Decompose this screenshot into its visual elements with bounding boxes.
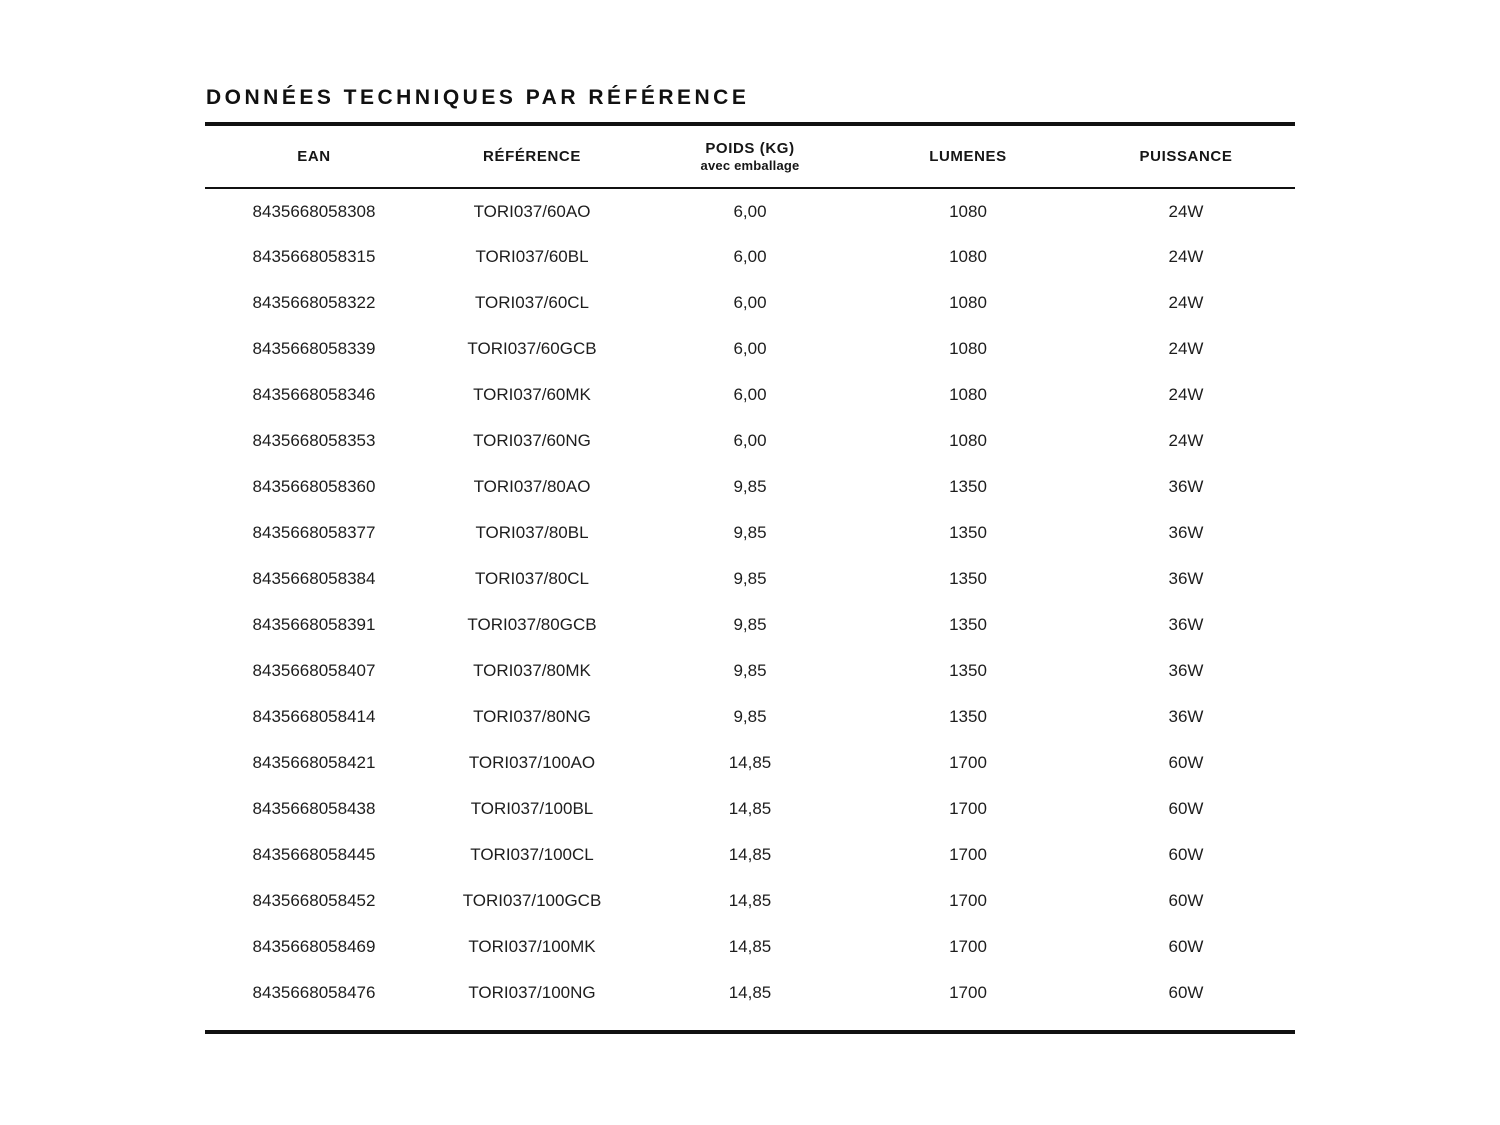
table-cell-reference: TORI037/80AO: [473, 477, 591, 496]
table-row: [205, 648, 1295, 694]
table-cell-poids: 6,00: [733, 293, 767, 312]
column-header-label: POIDS (KG): [705, 140, 795, 157]
table-cell-ean: 8435668058445: [252, 845, 376, 864]
table-cell-ean: 8435668058469: [252, 937, 376, 956]
table-cell-ean: 8435668058353: [252, 431, 376, 450]
table-cell-lumens: 1700: [949, 983, 987, 1002]
table-cell-puissance: 24W: [1168, 293, 1204, 312]
table-row: [205, 234, 1295, 280]
table-cell-puissance: 24W: [1168, 385, 1204, 404]
table-cell-puissance: 60W: [1168, 845, 1204, 864]
table-row: [205, 602, 1295, 648]
table-cell-puissance: 36W: [1168, 707, 1204, 726]
table-cell-lumens: 1700: [949, 799, 987, 818]
table-cell-ean: 8435668058452: [252, 891, 376, 910]
table-cell-reference: TORI037/60CL: [474, 293, 590, 312]
table-cell-ean: 8435668058308: [252, 201, 376, 221]
table-cell-ean: 8435668058346: [252, 385, 376, 404]
table-header-row: [205, 126, 1295, 188]
table-cell-ean: 8435668058421: [252, 753, 376, 772]
table-cell-ean: 8435668058407: [252, 661, 376, 680]
table-cell-reference: TORI037/100BL: [470, 799, 594, 818]
table-cell-poids: 6,00: [733, 339, 767, 358]
table-cell-puissance: 36W: [1168, 523, 1204, 542]
table-cell-ean: 8435668058414: [252, 707, 376, 726]
table-cell-lumens: 1350: [949, 477, 987, 496]
table-cell-lumens: 1350: [949, 615, 987, 634]
table-row: [205, 280, 1295, 326]
page-title: DONNÉES TECHNIQUES PAR RÉFÉRENCE: [206, 86, 750, 109]
table-cell-puissance: 24W: [1168, 431, 1204, 450]
table-row: [205, 740, 1295, 786]
table-cell-poids: 6,00: [733, 431, 767, 450]
table-cell-puissance: 60W: [1168, 891, 1204, 910]
table-cell-lumens: 1700: [949, 845, 987, 864]
table-cell-poids: 6,00: [733, 247, 767, 266]
table-body: [205, 188, 1295, 1016]
table-cell-reference: TORI037/80CL: [474, 569, 590, 588]
table-cell-reference: TORI037/60GCB: [467, 339, 597, 358]
table-cell-lumens: 1080: [949, 385, 987, 404]
column-header-puissance: [1077, 126, 1295, 188]
table-cell-puissance: 24W: [1168, 339, 1204, 358]
table-row: [205, 372, 1295, 418]
table-cell-reference: TORI037/100GCB: [462, 891, 602, 910]
table-row: [205, 832, 1295, 878]
table-row: [205, 326, 1295, 372]
technical-data-table-container: [205, 122, 1295, 1034]
column-header-reference: [423, 126, 641, 188]
table-header: [205, 126, 1295, 188]
table-cell-poids: 14,85: [728, 937, 772, 956]
table-cell-poids: 9,85: [733, 569, 767, 588]
table-cell-ean: 8435668058384: [252, 569, 376, 588]
technical-data-table: [205, 126, 1295, 1016]
column-header-label: LUMENES: [929, 148, 1007, 165]
table-cell-puissance: 60W: [1168, 799, 1204, 818]
table-row: [205, 510, 1295, 556]
table-cell-reference: TORI037/80MK: [473, 661, 591, 680]
table-cell-lumens: 1080: [949, 339, 987, 358]
table-cell-lumens: 1700: [949, 937, 987, 956]
table-cell-lumens: 1350: [949, 707, 987, 726]
table-cell-poids: 6,00: [733, 201, 767, 221]
table-row: [205, 556, 1295, 602]
table-cell-poids: 9,85: [733, 523, 767, 542]
table-cell-poids: 9,85: [733, 477, 767, 496]
table-cell-ean: 8435668058322: [252, 293, 376, 312]
table-cell-lumens: 1350: [949, 569, 987, 588]
column-header-label: EAN: [297, 148, 331, 165]
table-cell-lumens: 1700: [949, 891, 987, 910]
table-cell-ean: 8435668058476: [252, 983, 376, 1002]
table-cell-ean: 8435668058339: [252, 339, 376, 358]
column-header-lumens: [859, 126, 1077, 188]
table-row: [205, 188, 1295, 234]
table-cell-reference: TORI037/100NG: [468, 983, 596, 1002]
table-row: [205, 970, 1295, 1016]
table-cell-puissance: 60W: [1168, 983, 1204, 1002]
column-header-sublabel: avec emballage: [700, 158, 800, 173]
table-cell-poids: 14,85: [728, 753, 772, 772]
table-cell-reference: TORI037/60BL: [475, 247, 589, 266]
table-cell-poids: 6,00: [733, 385, 767, 404]
table-cell-reference: TORI037/80NG: [473, 707, 591, 726]
table-cell-puissance: 36W: [1168, 615, 1204, 634]
table-row: [205, 464, 1295, 510]
table-cell-lumens: 1080: [949, 293, 987, 312]
table-cell-poids: 14,85: [728, 891, 772, 910]
table-cell-lumens: 1080: [949, 201, 987, 221]
table-cell-poids: 14,85: [728, 799, 772, 818]
table-cell-ean: 8435668058438: [252, 799, 376, 818]
table-row: [205, 878, 1295, 924]
table-cell-poids: 14,85: [728, 845, 772, 864]
table-cell-lumens: 1350: [949, 661, 987, 680]
table-row: [205, 786, 1295, 832]
table-cell-puissance: 60W: [1168, 753, 1204, 772]
table-cell-reference: TORI037/60NG: [473, 431, 591, 450]
table-cell-reference: TORI037/80GCB: [467, 615, 597, 634]
table-cell-poids: 9,85: [733, 707, 767, 726]
table-row: [205, 694, 1295, 740]
table-cell-ean: 8435668058360: [252, 477, 376, 496]
table-cell-ean: 8435668058391: [252, 615, 376, 634]
table-cell-reference: TORI037/80BL: [475, 523, 589, 542]
table-row: [205, 418, 1295, 464]
table-cell-puissance: 36W: [1168, 477, 1204, 496]
table-cell-reference: TORI037/100AO: [468, 753, 596, 772]
table-cell-poids: 9,85: [733, 661, 767, 680]
column-header-poids: [641, 126, 859, 188]
table-cell-poids: 9,85: [733, 615, 767, 634]
table-cell-puissance: 36W: [1168, 661, 1204, 680]
table-cell-puissance: 24W: [1168, 247, 1204, 266]
column-header-label: RÉFÉRENCE: [483, 148, 581, 165]
table-cell-reference: TORI037/100MK: [468, 937, 596, 956]
table-cell-lumens: 1080: [949, 431, 987, 450]
table-cell-lumens: 1350: [949, 523, 987, 542]
table-cell-ean: 8435668058315: [252, 247, 376, 266]
table-cell-ean: 8435668058377: [252, 523, 376, 542]
table-cell-lumens: 1080: [949, 247, 987, 266]
table-cell-reference: TORI037/60MK: [473, 385, 591, 404]
table-cell-poids: 14,85: [728, 983, 772, 1002]
table-cell-puissance: 60W: [1168, 937, 1204, 956]
table-cell-reference: TORI037/60AO: [473, 201, 591, 221]
column-header-label: PUISSANCE: [1139, 148, 1233, 165]
table-cell-reference: TORI037/100CL: [470, 845, 594, 864]
column-header-ean: [205, 126, 423, 188]
table-cell-puissance: 24W: [1168, 201, 1204, 221]
table-row: [205, 924, 1295, 970]
table-cell-puissance: 36W: [1168, 569, 1204, 588]
table-cell-lumens: 1700: [949, 753, 987, 772]
